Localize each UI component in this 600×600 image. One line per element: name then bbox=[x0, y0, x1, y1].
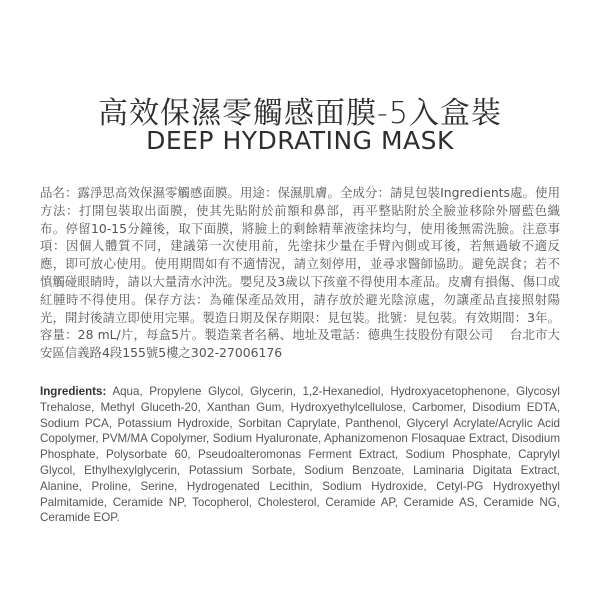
ingredients-block bbox=[40, 384, 560, 526]
product-title-chinese: 高效保濕零觸感面膜-5入盒裝 bbox=[98, 96, 502, 131]
ingredients-label: Ingredients: bbox=[40, 385, 107, 398]
product-title-english: DEEP HYDRATING MASK bbox=[146, 126, 454, 155]
ingredients-list: Aqua, Propylene Glycol, Glycerin, 1,2-Hexanediol, Hydroxyacetophenone, Glycosyl Trehalose, Methyl Gluceth-20, Xanthan Gum, Hydroxyethylcellulose, Carbomer, Disodium EDTA, Sodium PCA, Potassium Hydroxide, Sorbitan Caprylate, Panthenol, Glyceryl Acrylate/Acrylic Acid Copolymer, PVM/MA Copolymer, Sodium Hyaluronate, Aphanizomenon Flosaquae Extract, Disodium Phosphate, Polysorbate 60, Pseudoalteromonas Ferment Extract, Sodium Phosphate, Caprylyl Glycol, Ethylhexylglycerin, Potassium Sorbate, Sodium Benzoate, Laminaria Digitata Extract, Alanine, Proline, Serine, Hydrogenated Lecithin, Sodium Hydroxide, Cetyl-PG Hydroxyethyl Palmitamide, Ceramide NP, Tocopherol, Cholesterol, Ceramide AP, Ceramide AS, Ceramide NG, Ceramide EOP. bbox=[40, 385, 560, 525]
product-description: 品名：露淨思高效保濕零觸感面膜。用途：保濕肌膚。全成分：請見包裝Ingredients處。使用方法：打開包裝取出面膜，使其先貼附於前額和鼻部，再平整貼附於全臉並移除外層藍色織布。停留10-15分鐘後，取下面膜，將臉上的剩餘精華液塗抹均勻，使用後無需洗臉。注意事項：因個人體質不同，建議第一次使用前，先塗抹少量在手臂內側或耳後，若無過敏不適反應，即可放心使用。使用期間如有不適情況，請立刻停用，並尋求醫師協助。避免誤食；若不慎觸碰眼睛時，請以大量清水沖洗。嬰兒及3歲以下孩童不得使用本產品。皮膚有損傷、傷口或紅腫時不得使用。保存方法：為確保產品效用，請存放於避光陰涼處，勿讓產品直接照射陽光，開封後請立即使用完畢。製造日期及保存期限：見包裝。批號：見包裝。有效期間：3年。容量：28 mL/片，每盒5片。製造業者名稱、地址及電話：德典生技股份有限公司 台北市大安區信義路4段155號5樓之302-27006176 bbox=[40, 185, 560, 361]
